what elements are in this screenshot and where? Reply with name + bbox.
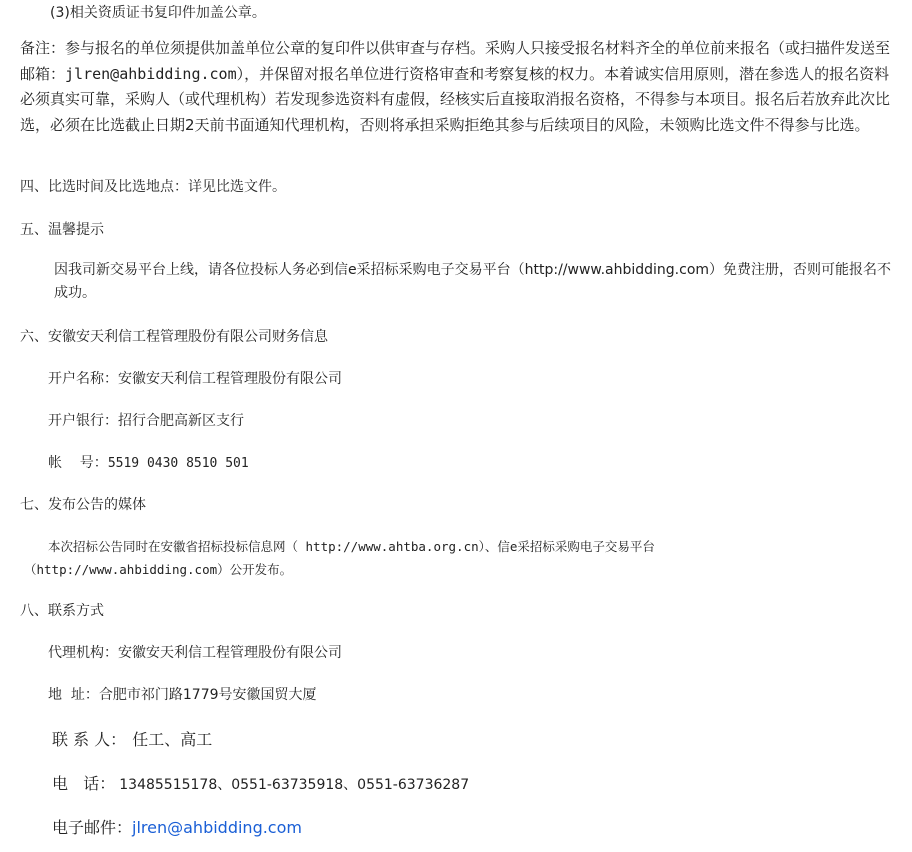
note-prefix: 备注：参与报名的单位须提供加盖单位公章的复印件以供审查与存档。采购人只接受报名材料齐全的单位前来报名（或扫描件发送至邮箱： [20,39,891,83]
account-bank: 开户银行：招行合肥高新区支行 [48,413,244,429]
account-number: 5519 0430 8510 501 [107,456,249,471]
agency: 代理机构：安徽安天利信工程管理股份有限公司 [48,645,342,661]
section-7-line-2: （http://www.ahbidding.com）公开发布。 [24,562,293,577]
section-5-text [20,259,892,305]
note-suffix: ），并保留对报名单位进行资格审查和考察复核的权力。本着诚实信用原则，潜在参选人的报名资料必须真实可靠，采购人（或代理机构）若发现参选资料有虚假，经核实后直接取消报名资格，不得参与本项目。报名后若放弃此次比选，必须在比选截止日期2天前书面通知代理机构，否则将承担采购拒绝其参与后续项目的风险，未领购比选文件不得参与比选。 [20,64,891,134]
registration-note [20,36,896,138]
contact-label: 联 系 人： [52,730,127,749]
section-6-heading: 六、安徽安天利信工程管理股份有限公司财务信息 [20,329,328,345]
address: 地 址：合肥市祁门路1779号安徽国贸大厦 [48,687,317,703]
section-4-heading: 四、比选时间及比选地点：详见比选文件。 [20,179,286,195]
qualification-item-3: (3)相关资质证书复印件加盖公章。 [50,5,266,21]
phone-row [52,771,469,794]
note-email: jlren@ahbidding.com [65,64,237,83]
section-7-line-1: 本次招标公告同时在安徽省招标投标信息网（ http://www.ahtba.org.cn）、信e采招标采购电子交易平台 [48,539,655,554]
contact-value: 任工、高工 [132,730,213,749]
phone-value: 13485515178、0551-63735918、0551-63736287 [119,777,470,793]
section-7-heading: 七、发布公告的媒体 [20,497,146,513]
section-8-heading: 八、联系方式 [20,603,104,619]
phone-label: 电 话： [52,774,116,793]
account-name: 开户名称：安徽安天利信工程管理股份有限公司 [48,371,342,387]
contact-row [52,727,212,750]
account-number-label: 帐 号： [48,455,108,471]
email-link[interactable]: jlren@ahbidding.com [132,818,302,837]
account-number-row [48,452,249,472]
section-5-heading: 五、温馨提示 [20,222,104,238]
section-5-paragraph: 因我司新交易平台上线，请各位投标人务必到信e采招标采购电子交易平台（http://www.ahbidding.com）免费注册，否则可能报名不成功。 [54,262,892,301]
email-label: 电子邮件： [52,818,133,837]
email-row [52,815,302,838]
